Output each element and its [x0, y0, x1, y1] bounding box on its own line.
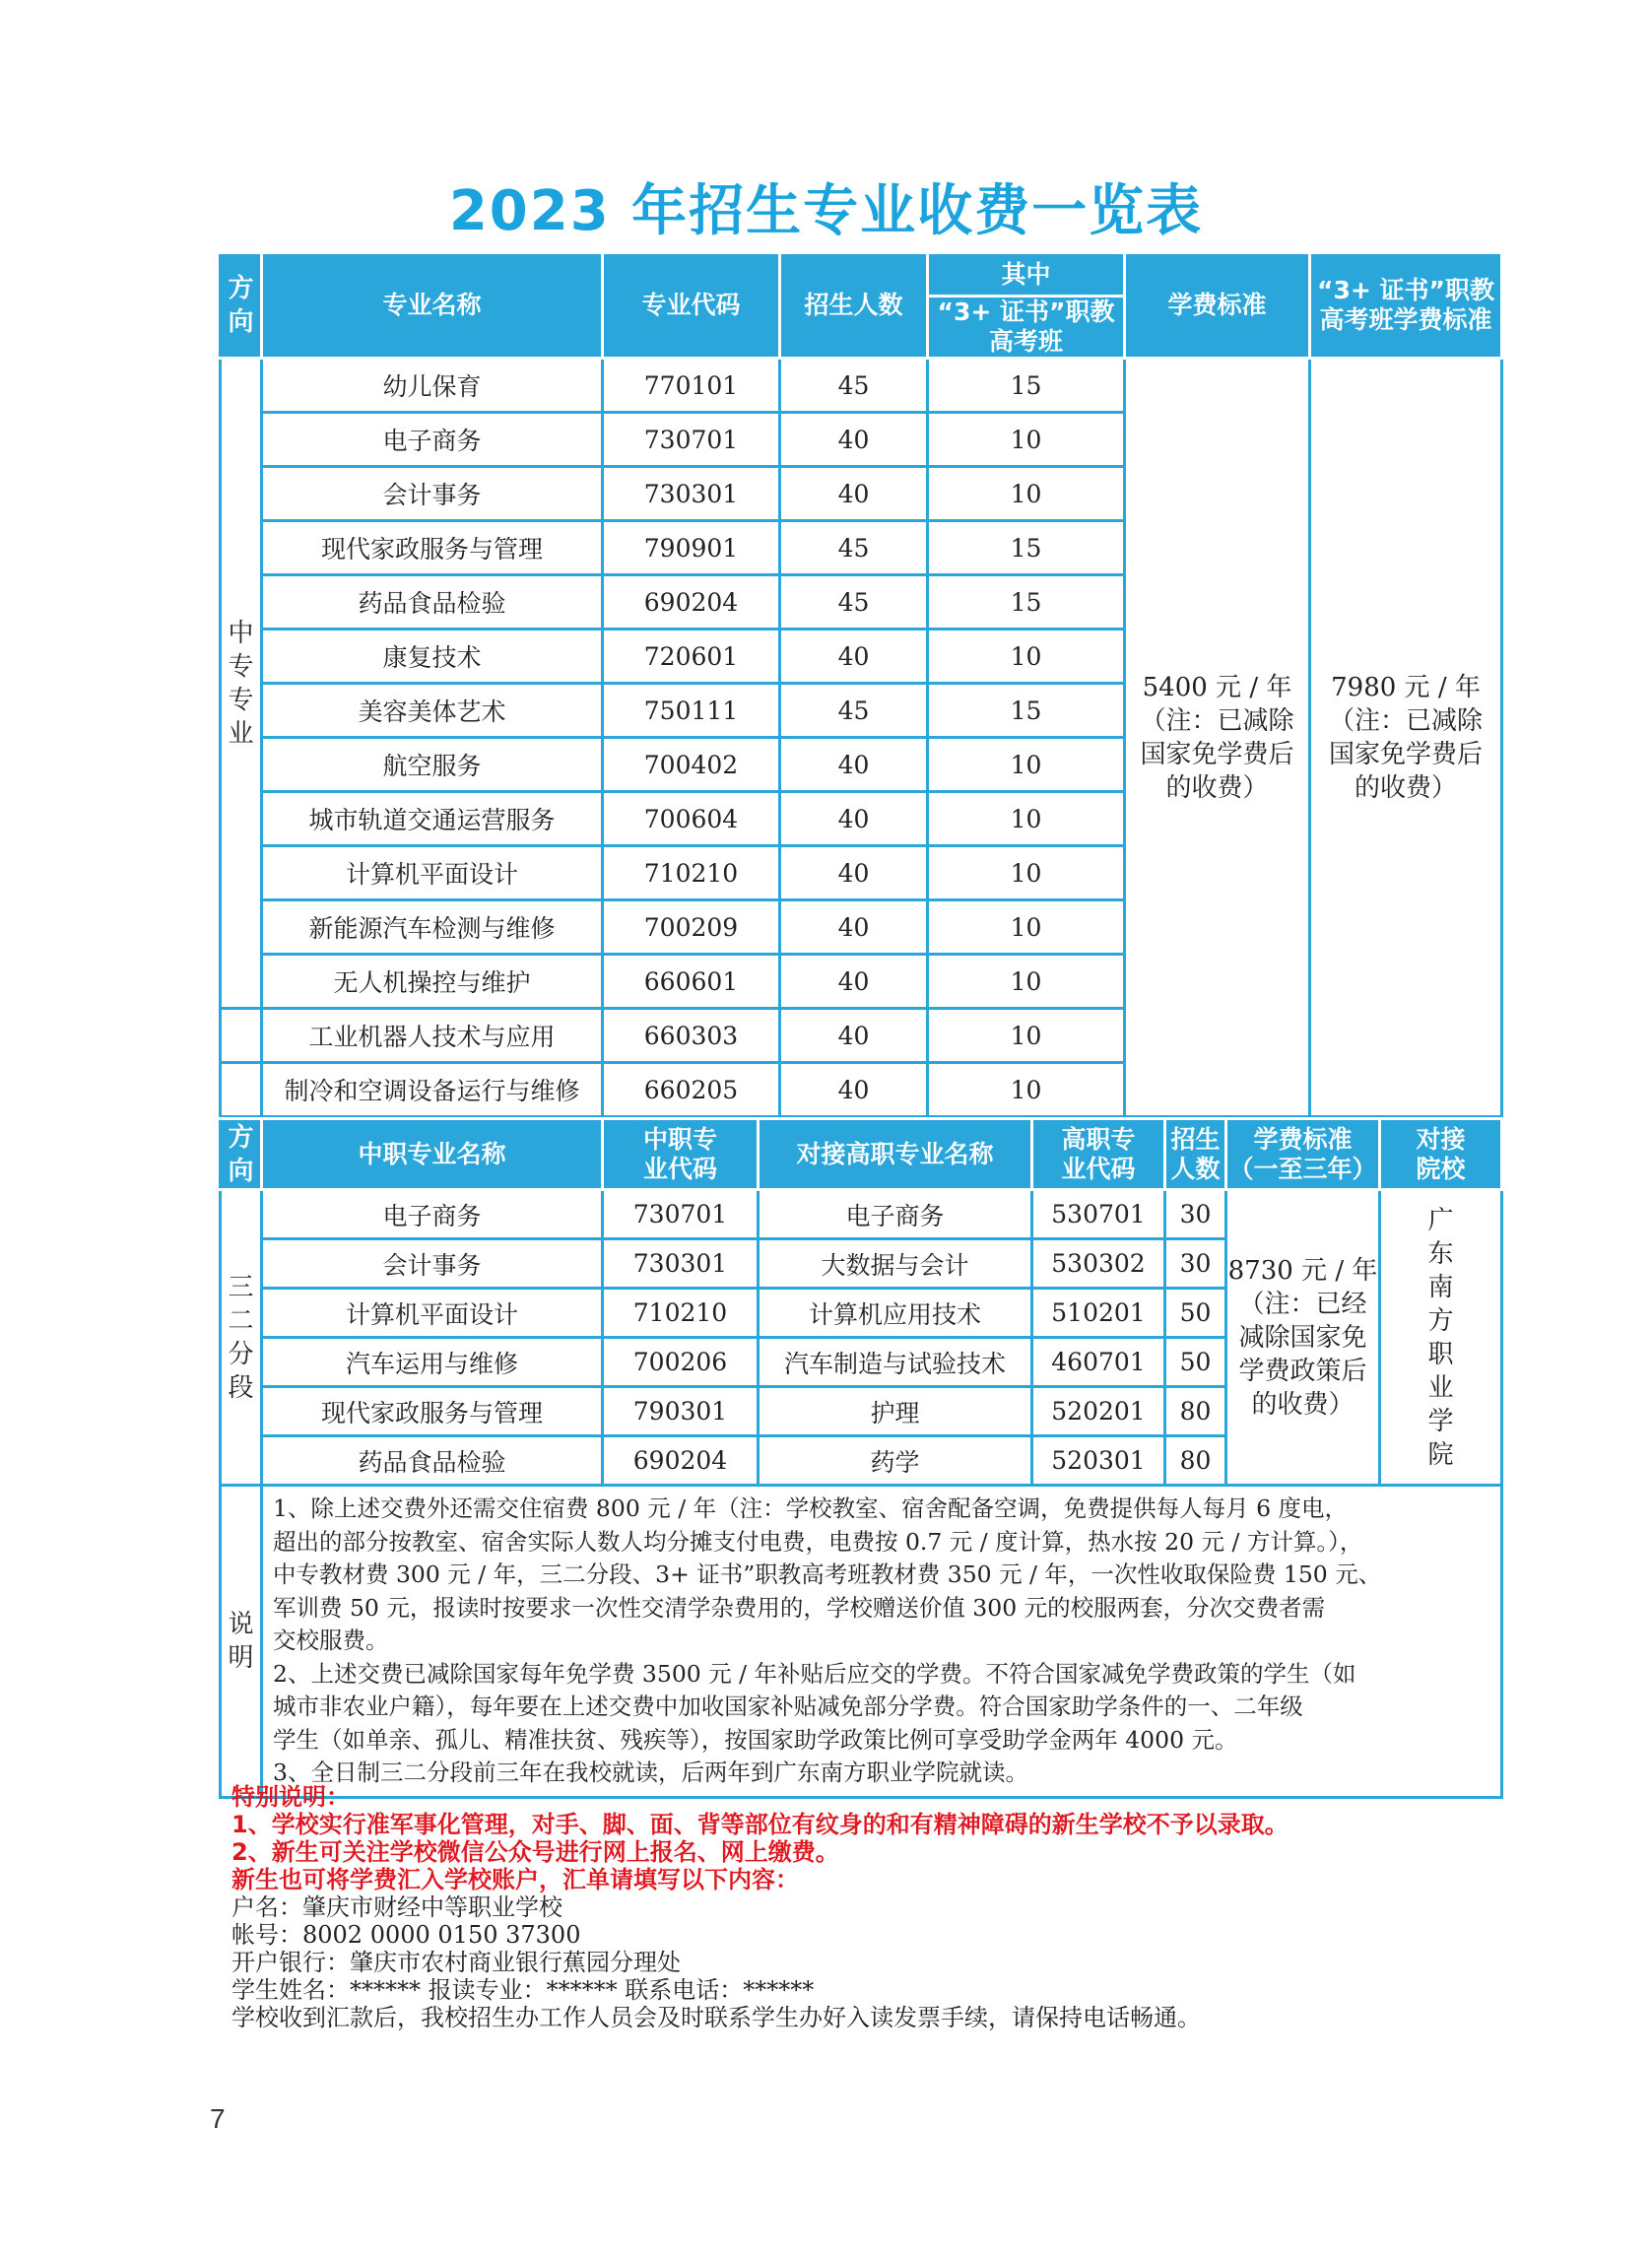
cell-code: 660303: [603, 1009, 780, 1063]
cell-count: 80: [1165, 1387, 1226, 1436]
cell-count: 45: [780, 359, 928, 413]
cell-hname: 护理: [759, 1387, 1032, 1436]
cell-name: 电子商务: [262, 1190, 603, 1239]
note-line: 2、上述交费已减除国家每年免学费 3500 元 / 年补贴后应交的学费。不符合国家减免学费政策的学生（如: [273, 1659, 1356, 1688]
notes-text: [262, 1486, 1502, 1798]
cell-count: 50: [1165, 1289, 1226, 1338]
cell-sub: 10: [928, 846, 1125, 900]
table-row: [221, 1190, 1502, 1239]
note-line: 交校服费。: [273, 1626, 389, 1654]
note-line: 1、除上述交费外还需交住宿费 800 元 / 年（注：学校教室、宿舍配备空调，免费提供每人每月 6 度电，: [273, 1494, 1348, 1522]
header-enroll-count-2: 招生 人数: [1165, 1119, 1226, 1190]
special-line-2: 2、新生可关注学校微信公众号进行网上报名、网上缴费。: [231, 1838, 839, 1866]
header-direction: 方 向: [221, 253, 262, 359]
cell-name: 航空服务: [262, 738, 603, 792]
cell-sub: 15: [928, 521, 1125, 575]
cell-code: 730701: [603, 413, 780, 467]
cell-hcode: 530302: [1032, 1239, 1165, 1289]
remit-fields: 学生姓名：****** 报读专业：****** 联系电话：******: [231, 1976, 815, 2004]
cell-hname: 汽车制造与试验技术: [759, 1338, 1032, 1387]
cell-code: 770101: [603, 359, 780, 413]
cell-code: 750111: [603, 684, 780, 738]
cell-code: 790901: [603, 521, 780, 575]
tuition-table-secondary: [219, 251, 1503, 1118]
header-higher-major: 对接高职专业名称: [759, 1119, 1032, 1190]
cell-count: 40: [780, 955, 928, 1009]
page-title: 2023 年招生专业收费一览表: [448, 179, 1204, 243]
direction-label-secondary: 中 专 专 业: [221, 359, 262, 1009]
cell-name: 计算机平面设计: [262, 846, 603, 900]
cell-code: 690204: [603, 1436, 759, 1486]
cell-code: 710210: [603, 846, 780, 900]
cell-name: 汽车运用与维修: [262, 1338, 603, 1387]
cell-count: 40: [780, 900, 928, 955]
cell-code: 700209: [603, 900, 780, 955]
cell-sub: 10: [928, 1063, 1125, 1117]
cell-hname: 药学: [759, 1436, 1032, 1486]
cell-hcode: 530701: [1032, 1190, 1165, 1239]
header-higher-code: 高职专 业代码: [1032, 1119, 1165, 1190]
cell-name: 康复技术: [262, 630, 603, 684]
header-fee-3plus: “3+ 证书”职教高考班学费标准: [1310, 253, 1502, 359]
partner-school: 广 东 南 方 职 业 学 院: [1380, 1190, 1502, 1486]
cell-sub: 10: [928, 900, 1125, 955]
cell-count: 30: [1165, 1190, 1226, 1239]
cell-count: 40: [780, 1009, 928, 1063]
cell-count: 30: [1165, 1239, 1226, 1289]
cell-count: 45: [780, 575, 928, 630]
header-major-code: 专业代码: [603, 253, 780, 359]
header-secondary-major: 中职专业名称: [262, 1119, 603, 1190]
header-enroll-count: 招生人数: [780, 253, 928, 359]
cell-code: 700402: [603, 738, 780, 792]
note-line: 中专教材费 300 元 / 年，三二分段、3+ 证书”职教高考班教材费 350 元 / 年，一次性收取保险费 150 元、: [273, 1560, 1382, 1588]
cell-name: 现代家政服务与管理: [262, 1387, 603, 1436]
fee-standard-3-2: 8730 元 / 年 （注：已经 减除国家免 学费政策后 的收费）: [1226, 1190, 1380, 1486]
notes-label: 说 明: [221, 1486, 262, 1798]
cell-count: 40: [780, 792, 928, 846]
table-row: [221, 359, 1502, 413]
direction-empty-cell: [221, 1009, 262, 1063]
note-line: 3、全日制三二分段前三年在我校就读，后两年到广东南方职业学院就读。: [273, 1759, 1028, 1786]
fee-standard: 5400 元 / 年 （注：已减除 国家免学费后 的收费）: [1125, 359, 1310, 1117]
cell-code: 730301: [603, 1239, 759, 1289]
note-line: 超出的部分按教室、宿舍实际人数人均分摊支付电费，电费按 0.7 元 / 度计算，热水按 20 元 / 方计算。），: [273, 1527, 1363, 1556]
cell-count: 40: [780, 738, 928, 792]
cell-sub: 15: [928, 684, 1125, 738]
header-fee-2: 学费标准 （一至三年）: [1226, 1119, 1380, 1190]
cell-code: 660205: [603, 1063, 780, 1117]
header-sub-bottom: “3+ 证书”职教高考班: [928, 297, 1125, 359]
cell-code: 690204: [603, 575, 780, 630]
note-line: 军训费 50 元，报读时按要求一次性交清学杂费用的，学校赠送价值 300 元的校服两套，分次交费者需: [273, 1593, 1326, 1622]
cell-name: 计算机平面设计: [262, 1289, 603, 1338]
cell-code: 720601: [603, 630, 780, 684]
cell-sub: 15: [928, 575, 1125, 630]
cell-code: 660601: [603, 955, 780, 1009]
cell-name: 幼儿保育: [262, 359, 603, 413]
cell-name: 无人机操控与维护: [262, 955, 603, 1009]
tuition-table-3-2: [219, 1117, 1503, 1799]
cell-hcode: 460701: [1032, 1338, 1165, 1387]
bank-branch: 开户银行：肇庆市农村商业银行蕉园分理处: [231, 1949, 681, 1976]
cell-name: 会计事务: [262, 1239, 603, 1289]
special-line-3: 新生也可将学费汇入学校账户，汇单请填写以下内容：: [231, 1866, 799, 1893]
cell-name: 制冷和空调设备运行与维修: [262, 1063, 603, 1117]
cell-count: 45: [780, 521, 928, 575]
cell-name: 药品食品检验: [262, 575, 603, 630]
cell-name: 城市轨道交通运营服务: [262, 792, 603, 846]
header-secondary-code: 中职专 业代码: [603, 1119, 759, 1190]
bank-account-number: 帐号：8002 0000 0150 37300: [231, 1921, 581, 1949]
cell-code: 700604: [603, 792, 780, 846]
cell-count: 40: [780, 467, 928, 521]
direction-label-3-2: 三 二 分 段: [221, 1190, 262, 1486]
cell-count: 40: [780, 413, 928, 467]
cell-sub: 10: [928, 792, 1125, 846]
cell-sub: 10: [928, 955, 1125, 1009]
cell-sub: 10: [928, 738, 1125, 792]
cell-sub: 10: [928, 1009, 1125, 1063]
header-major-name: 专业名称: [262, 253, 603, 359]
bank-account-name: 户名：肇庆市财经中等职业学校: [231, 1893, 562, 1921]
cell-count: 50: [1165, 1338, 1226, 1387]
cell-code: 790301: [603, 1387, 759, 1436]
cell-hname: 电子商务: [759, 1190, 1032, 1239]
special-notes: [231, 1783, 1522, 2031]
cell-count: 40: [780, 630, 928, 684]
special-line-1: 1、学校实行准军事化管理，对手、脚、面、背等部位有纹身的和有精神障碍的新生学校不予以录取。: [231, 1811, 1289, 1838]
cell-hname: 计算机应用技术: [759, 1289, 1032, 1338]
cell-name: 药品食品检验: [262, 1436, 603, 1486]
cell-name: 电子商务: [262, 413, 603, 467]
cell-count: 40: [780, 846, 928, 900]
cell-code: 730701: [603, 1190, 759, 1239]
special-title: 特别说明：: [231, 1783, 350, 1811]
cell-sub: 10: [928, 630, 1125, 684]
page-number: 7: [210, 2103, 226, 2134]
remit-notice: 学校收到汇款后，我校招生办工作人员会及时联系学生办好入读发票手续，请保持电话畅通。: [231, 2004, 1201, 2031]
cell-code: 710210: [603, 1289, 759, 1338]
header-sub-top: 其中: [928, 253, 1125, 297]
fee-standard-3plus: 7980 元 / 年 （注：已减除 国家免学费后 的收费）: [1310, 359, 1502, 1117]
note-line: 城市非农业户籍），每年要在上述交费中加收国家补贴减免部分学费。符合国家助学条件的一、二年级: [273, 1693, 1303, 1720]
header-direction-2: 方 向: [221, 1119, 262, 1190]
cell-count: 45: [780, 684, 928, 738]
cell-sub: 15: [928, 359, 1125, 413]
cell-name: 美容美体艺术: [262, 684, 603, 738]
cell-count: 80: [1165, 1436, 1226, 1486]
cell-name: 工业机器人技术与应用: [262, 1009, 603, 1063]
direction-empty-cell: [221, 1063, 262, 1117]
cell-sub: 10: [928, 413, 1125, 467]
cell-hcode: 510201: [1032, 1289, 1165, 1338]
note-line: 学生（如单亲、孤儿、精准扶贫、残疾等），按国家助学政策比例可享受助学金两年 4000 元。: [273, 1725, 1238, 1754]
cell-name: 现代家政服务与管理: [262, 521, 603, 575]
cell-name: 新能源汽车检测与维修: [262, 900, 603, 955]
cell-hname: 大数据与会计: [759, 1239, 1032, 1289]
cell-hcode: 520201: [1032, 1387, 1165, 1436]
header-school: 对接 院校: [1380, 1119, 1502, 1190]
cell-name: 会计事务: [262, 467, 603, 521]
cell-code: 700206: [603, 1338, 759, 1387]
cell-count: 40: [780, 1063, 928, 1117]
header-fee: 学费标准: [1125, 253, 1310, 359]
cell-hcode: 520301: [1032, 1436, 1165, 1486]
cell-code: 730301: [603, 467, 780, 521]
cell-sub: 10: [928, 467, 1125, 521]
